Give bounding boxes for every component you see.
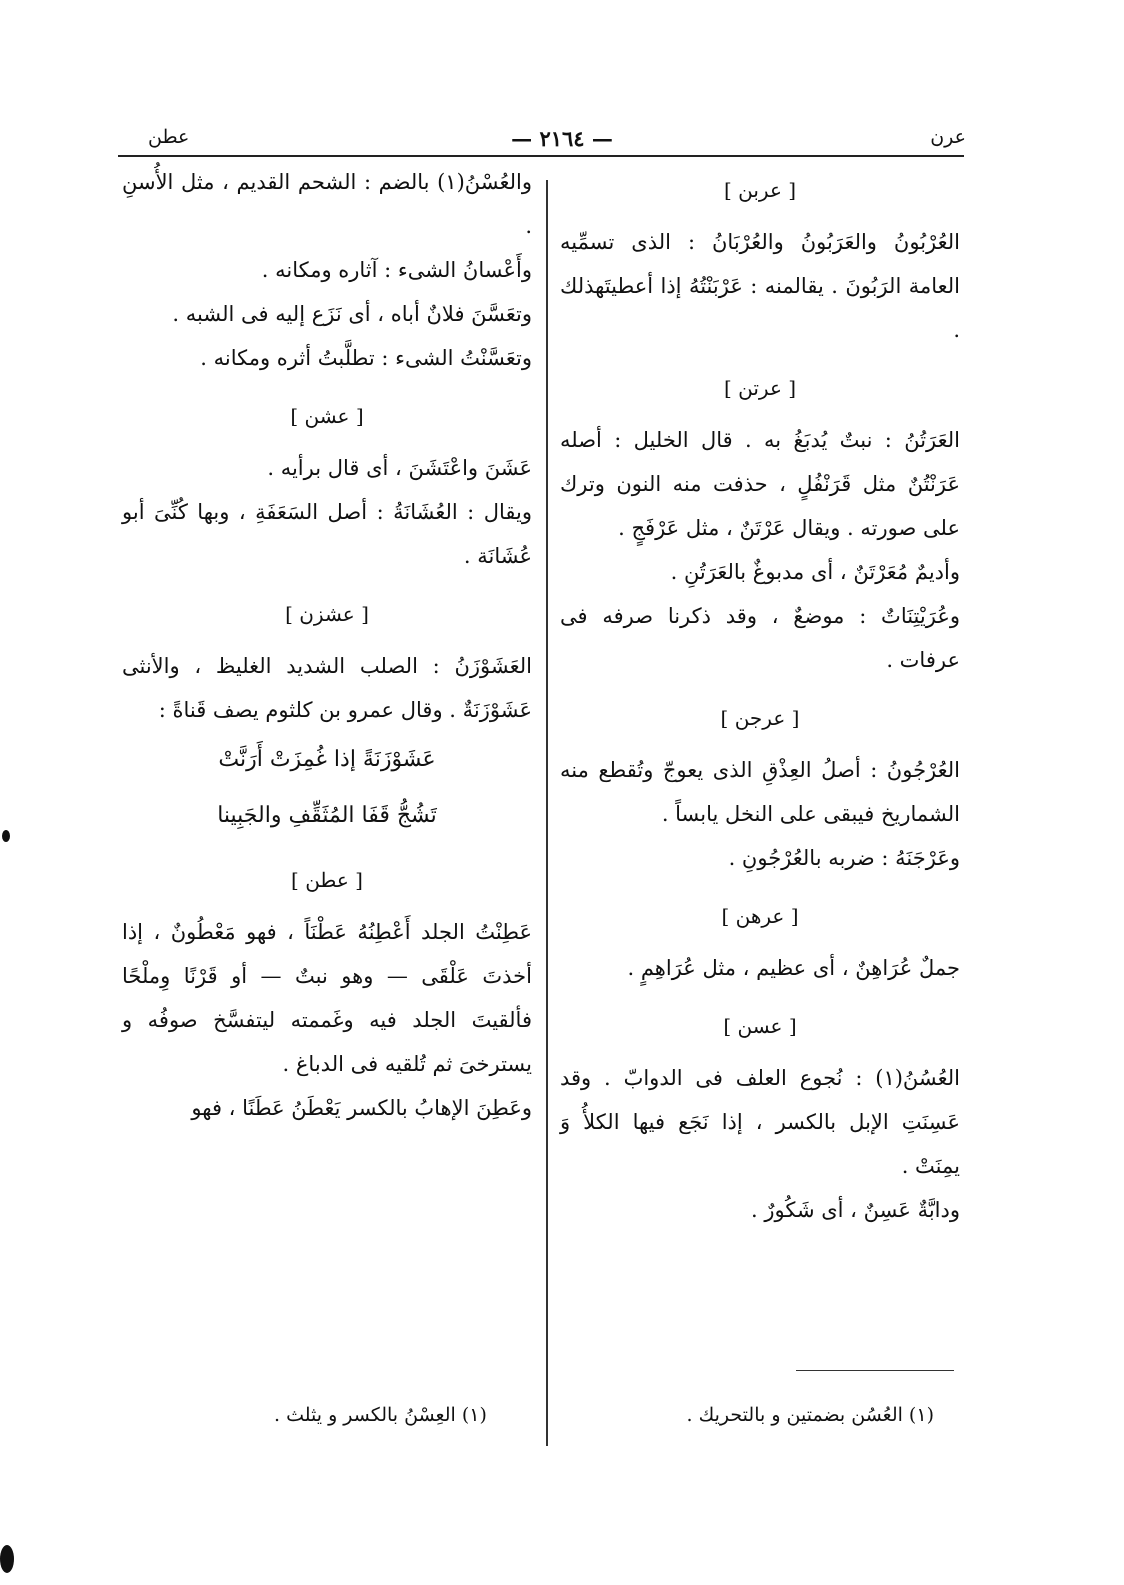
- entry-text: وعَرْجَنَهُ : ضربه بالعُرْجُونِ .: [728, 846, 960, 870]
- scan-mark: [2, 830, 10, 842]
- entry-text: العَشَوْزَنُ : الصلب الشديد الغليظ ، والأنثى عَشَوْزَنَةٌ . وقال عمرو بن كلثوم يصف قَناةً :: [122, 654, 532, 722]
- column-divider: [546, 180, 548, 1446]
- entry-text: عَطِنْتُ الجلد أَعْطِنُهُ عَطْنَاً ، فهو مَعْطُونٌ ، إذا أخذتَ عَلْقَى — وهو نبتٌ — أو قَرْنًا وِملْحًا فألقيتَ الجلد فيه وغَممته ليتفسَّخ صوفُه و يسترخىَ ثم تُلقيه فى الدباغ .: [122, 920, 532, 1076]
- header-rule: [118, 155, 964, 157]
- entry-heading: [ عشزن ]: [285, 602, 369, 626]
- entry-heading: [ عسن ]: [723, 1014, 797, 1038]
- entry-heading: [ عشن ]: [290, 404, 364, 428]
- verse-line: تَشُجُّ قَفَا المُثَقِّفِ والجَبِينا: [217, 803, 437, 828]
- entry-heading: [ عرتن ]: [723, 376, 797, 400]
- header-right-word: عرن: [930, 126, 966, 148]
- entry-heading: [ عرجن ]: [720, 706, 800, 730]
- footnote-right: (١) العُسُن بضمتين و بالتحريك .: [686, 1404, 934, 1426]
- entry-heading: [ عربن ]: [723, 178, 797, 202]
- header-left-word: عطن: [148, 126, 190, 148]
- entry-text: العُرْجُونُ : أصلُ العِذْقِ الذى يعوجّ وتُقطع منه الشماريخ فيبقى على النخل يابساً .: [560, 758, 960, 826]
- entry-text: وعُرَيْتِنَاتٌ : موضعٌ ، وقد ذكرنا صرفه فى عرفات .: [560, 604, 960, 672]
- entry-text: العُرْبُونُ والعَرَبُونُ والعُرْبَانُ : الذى تسمِّيه العامة الرَبُونَ . يقالمنه : عَرْبَنْتُهُ إذا أعطيتَهذلك .: [560, 230, 960, 342]
- entry-text: والعُسْنُ(١) بالضم : الشحم القديم ، مثل الأُسنِ .: [122, 170, 532, 238]
- page-number: — ٢١٦٤ —: [511, 126, 613, 151]
- entry-text: وعَطِنَ الإهابُ بالكسر يَعْطَنُ عَطَنًا ، فهو: [191, 1096, 532, 1120]
- entry-text: وتعَسَّنَ فلانٌ أباه ، أى نَزَع إليه فى الشبه .: [172, 302, 532, 326]
- right-column: [560, 160, 960, 1232]
- entry-text: ويقال : العُشَانَةُ : أصل السَعَفَةِ ، وبها كُنِّىَ أبو عُشَانَة .: [122, 500, 532, 568]
- footnote-rule: [796, 1370, 954, 1371]
- entry-text: العُسُنُ(١) : نُجوع العلف فى الدوابّ . وقد عَسِنَتِ الإبل بالكسر ، إذا نَجَع فيها الكلأُ وَ يمِنَتْ .: [560, 1066, 960, 1178]
- entry-heading: [ عرهن ]: [721, 904, 799, 928]
- entry-text: ودابَّةٌ عَسِنٌ ، أى شَكُورٌ .: [751, 1198, 960, 1222]
- entry-text: وأديمٌ مُعَرْتَنٌ ، أى مدبوغٌ بالعَرَتُنِ .: [670, 560, 960, 584]
- scan-mark: [0, 1545, 14, 1573]
- entry-heading: [ عطن ]: [291, 868, 363, 892]
- left-column: [122, 160, 532, 1130]
- footnote-left: (١) العِسْنُ بالكسر و يثلث .: [274, 1404, 487, 1426]
- entry-text: عَشَنَ واعْتَشَنَ ، أى قال برأيه .: [267, 456, 532, 480]
- entry-text: العَرَتُنُ : نبتٌ يُدبَغُ به . قال الخليل : أصله عَرَنْتُنٌ مثل قَرَنْفُلٍ ، حذفت منه النون وترك على صورته . ويقال عَرْتَنٌ ، مثل عَرْفَجٍ .: [560, 428, 960, 540]
- verse-line: عَشَوْزَنَةً إذا غُمِزَتْ أَرَنَّتْ: [218, 747, 436, 772]
- entry-text: جملٌ عُرَاهِنٌ ، أى عظيم ، مثل عُرَاهِمٍ .: [627, 956, 960, 980]
- entry-text: وتعَسَّنْتُ الشىء : تطلَّبتُ أثره ومكانه .: [200, 346, 532, 370]
- entry-text: وأَعْسانُ الشىء : آثاره ومكانه .: [261, 258, 532, 282]
